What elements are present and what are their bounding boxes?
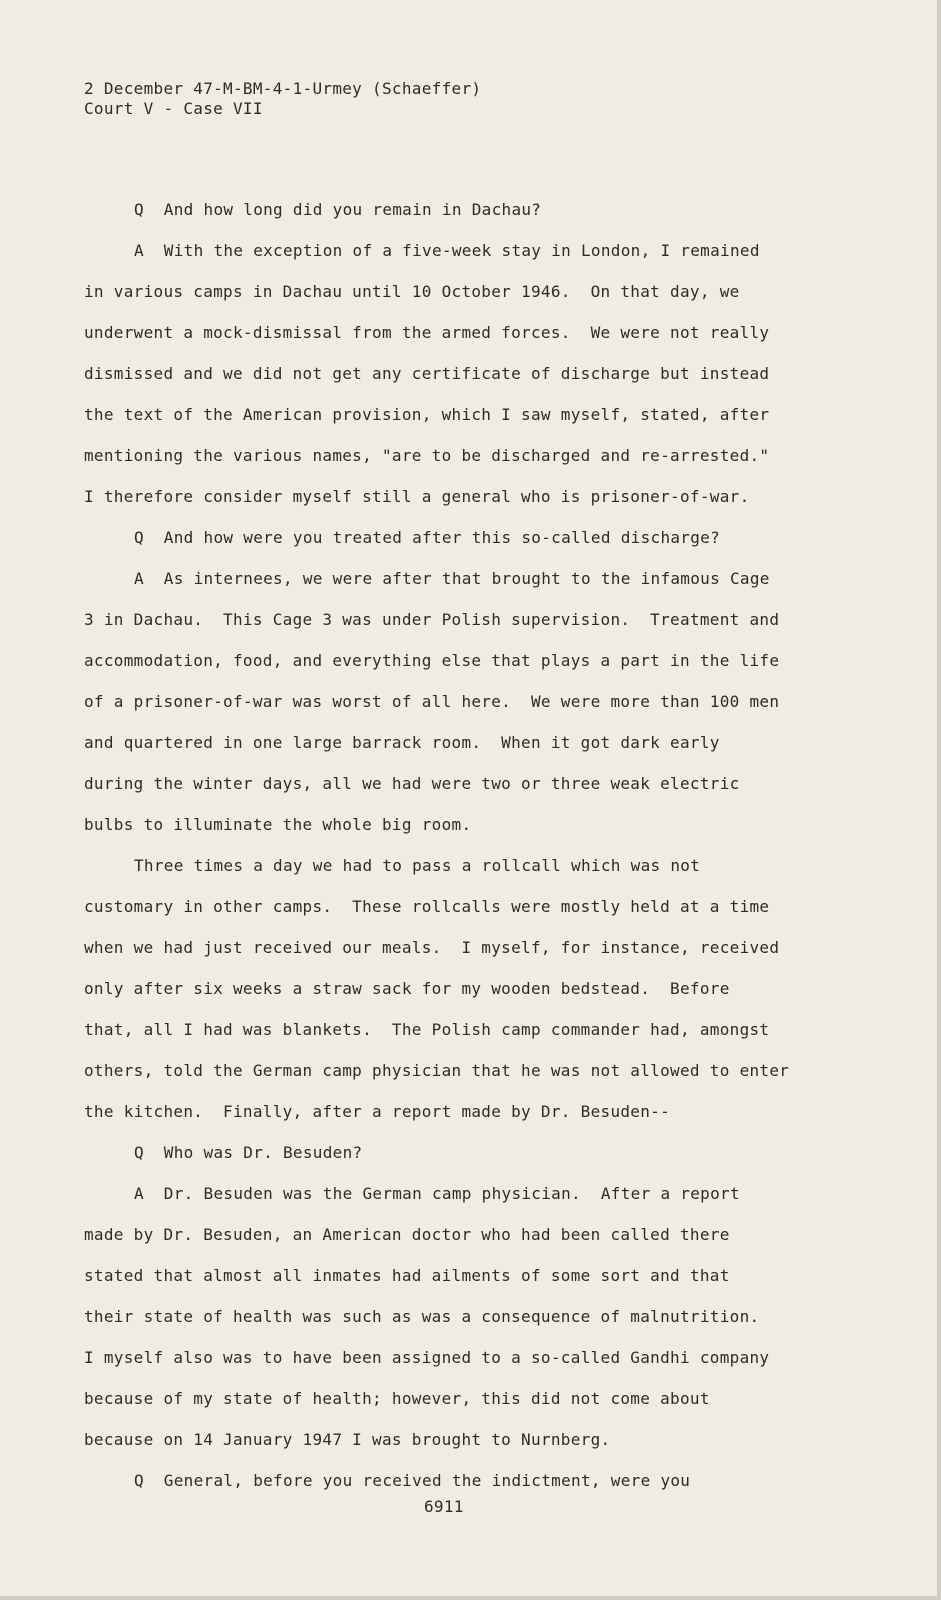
- transcript-line: only after six weeks a straw sack for my wooden bedstead. Before: [84, 979, 730, 998]
- transcript-line: I therefore consider myself still a general who is prisoner-of-war.: [84, 487, 750, 506]
- transcript-line: bulbs to illuminate the whole big room.: [84, 815, 472, 834]
- header-line-1: 2 December 47-M-BM-4-1-Urmey (Schaeffer): [84, 79, 482, 98]
- transcript-line: others, told the German camp physician that he was not allowed to enter: [84, 1061, 790, 1080]
- transcript-line: and quartered in one large barrack room. When it got dark early: [84, 733, 720, 752]
- transcript-line: that, all I had was blankets. The Polish camp commander had, amongst: [84, 1020, 770, 1039]
- transcript-line: Q Who was Dr. Besuden?: [134, 1143, 363, 1162]
- transcript-line: dismissed and we did not get any certificate of discharge but instead: [84, 364, 770, 383]
- transcript-line: 3 in Dachau. This Cage 3 was under Polish supervision. Treatment and: [84, 610, 780, 629]
- transcript-line: Q General, before you received the indictment, were you: [134, 1471, 691, 1490]
- transcript-line: stated that almost all inmates had ailments of some sort and that: [84, 1266, 730, 1285]
- transcript-line: mentioning the various names, "are to be discharged and re-arrested.": [84, 446, 770, 465]
- transcript-line: made by Dr. Besuden, an American doctor who had been called there: [84, 1225, 730, 1244]
- transcript-line: their state of health was such as was a consequence of malnutrition.: [84, 1307, 760, 1326]
- transcript-line: accommodation, food, and everything else that plays a part in the life: [84, 651, 780, 670]
- transcript-line: the text of the American provision, which I saw myself, stated, after: [84, 405, 770, 424]
- page-number: 6911: [424, 1497, 464, 1516]
- transcript-line: the kitchen. Finally, after a report made by Dr. Besuden--: [84, 1102, 671, 1121]
- transcript-line: Three times a day we had to pass a rollcall which was not: [134, 856, 701, 875]
- transcript-line: when we had just received our meals. I myself, for instance, received: [84, 938, 780, 957]
- transcript-line: in various camps in Dachau until 10 October 1946. On that day, we: [84, 282, 740, 301]
- transcript-line: of a prisoner-of-war was worst of all here. We were more than 100 men: [84, 692, 780, 711]
- document-header: [84, 79, 481, 119]
- transcript-line: I myself also was to have been assigned to a so-called Gandhi company: [84, 1348, 770, 1367]
- transcript-line: Q And how were you treated after this so-called discharge?: [134, 528, 721, 547]
- transcript-line: during the winter days, all we had were two or three weak electric: [84, 774, 740, 793]
- transcript-line: customary in other camps. These rollcalls were mostly held at a time: [84, 897, 770, 916]
- transcript-line: because on 14 January 1947 I was brought to Nurnberg.: [84, 1430, 611, 1449]
- transcript-line: A As internees, we were after that brought to the infamous Cage: [134, 569, 770, 588]
- transcript-line: A With the exception of a five-week stay in London, I remained: [134, 241, 760, 260]
- transcript-line: because of my state of health; however, this did not come about: [84, 1389, 710, 1408]
- header-line-2: Court V - Case VII: [84, 99, 263, 118]
- transcript-line: Q And how long did you remain in Dachau?: [134, 200, 542, 219]
- document-body: [84, 200, 824, 1512]
- transcript-line: underwent a mock-dismissal from the armed forces. We were not really: [84, 323, 770, 342]
- transcript-line: A Dr. Besuden was the German camp physician. After a report: [134, 1184, 740, 1203]
